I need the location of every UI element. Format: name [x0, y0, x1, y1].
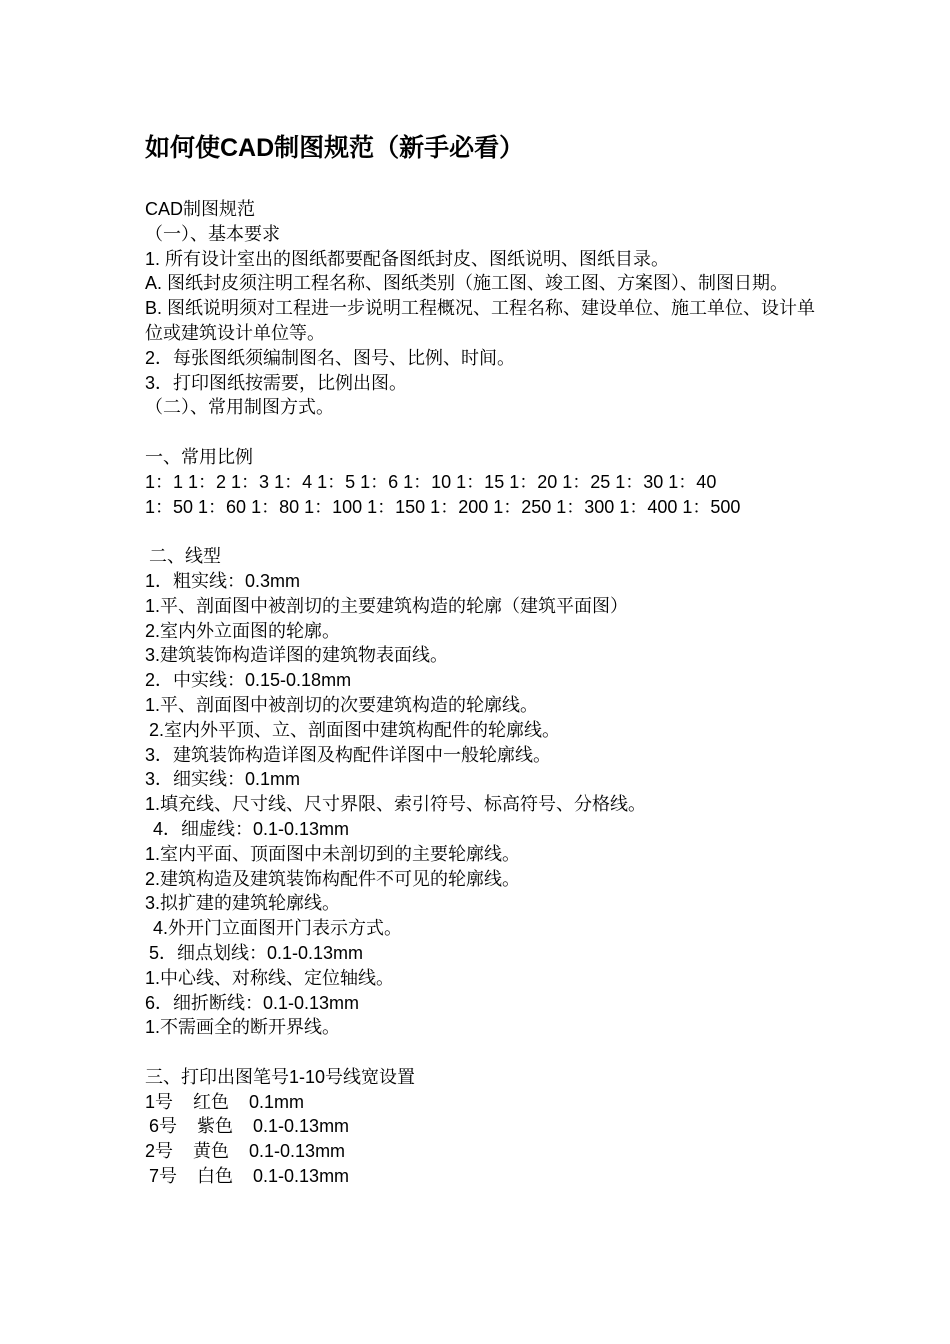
subsection-heading: （一）、基本要求 [145, 223, 280, 244]
pen-setting-line: 1号 红色 0.1mm [145, 1091, 305, 1112]
scale-list-line: 1：50 1：60 1：80 1：100 1：150 1：200 1：250 1：300 1：400 1：500 [145, 496, 741, 517]
section-heading: 一、常用比例 [145, 446, 253, 467]
section-heading: CAD制图规范 [145, 199, 256, 219]
list-item: 3.拟扩建的建筑轮廓线。 [145, 893, 341, 914]
subsection-heading: （二）、常用制图方式。 [145, 397, 334, 418]
list-item: 1.平、剖面图中被剖切的主要建筑构造的轮廓（建筑平面图） [145, 595, 629, 616]
paragraph-line: 1. 所有设计室出的图纸都要配备图纸封皮、图纸说明、图纸目录。 [145, 248, 670, 269]
list-item: 2.室内外平顶、立、剖面图中建筑构配件的轮廓线。 [149, 719, 561, 740]
paragraph-line: B. 图纸说明须对工程进一步说明工程概况、工程名称、建设单位、施工单位、设计单位或建筑设计单位等。 [145, 298, 816, 343]
scale-list-line: 1：1 1：2 1：3 1：4 1：5 1：6 1：10 1：15 1：20 1：25 1：30 1：40 [145, 471, 717, 492]
list-item: 1.不需画全的断开界线。 [145, 1017, 341, 1038]
blank-line [145, 1040, 825, 1065]
linetype-heading: 4．细虚线：0.1-0.13mm [153, 818, 350, 839]
linetype-heading: 6．细折断线：0.1-0.13mm [145, 992, 360, 1013]
document-body [145, 197, 825, 1189]
document-title: 如何使CAD制图规范（新手必看） [145, 134, 525, 162]
list-item: 2.建筑构造及建筑装饰构配件不可见的轮廓线。 [145, 868, 521, 889]
pen-setting-line: 7号 白色 0.1-0.13mm [149, 1166, 350, 1187]
list-item: 1.填充线、尺寸线、尺寸界限、索引符号、标高符号、分格线。 [145, 794, 647, 815]
list-item: 1.室内平面、顶面图中未剖切到的主要轮廓线。 [145, 843, 521, 864]
paragraph-line: 3．打印图纸按需要，比例出图。 [145, 372, 408, 393]
list-item: 4.外开门立面图开门表示方式。 [153, 918, 403, 939]
section-heading: 二、线型 [149, 546, 221, 567]
blank-line [145, 420, 825, 445]
list-item: 3.建筑装饰构造详图的建筑物表面线。 [145, 645, 449, 666]
list-item: 2.室内外立面图的轮廓。 [145, 620, 341, 641]
pen-setting-line: 2号 黄色 0.1-0.13mm [145, 1141, 346, 1162]
blank-line [145, 519, 825, 544]
linetype-heading: 3．细实线：0.1mm [145, 769, 301, 790]
linetype-heading: 1．粗实线：0.3mm [145, 570, 301, 591]
paragraph-line: A. 图纸封皮须注明工程名称、图纸类别（施工图、竣工图、方案图）、制图日期。 [145, 273, 789, 294]
linetype-heading: 2．中实线：0.15-0.18mm [145, 670, 352, 691]
list-item: 3．建筑装饰构造详图及构配件详图中一般轮廓线。 [145, 744, 552, 765]
list-item: 1.平、剖面图中被剖切的次要建筑构造的轮廓线。 [145, 694, 539, 715]
list-item: 1.中心线、对称线、定位轴线。 [145, 967, 395, 988]
pen-setting-line: 6号 紫色 0.1-0.13mm [149, 1116, 350, 1137]
paragraph-line: 2．每张图纸须编制图名、图号、比例、时间。 [145, 347, 516, 368]
linetype-heading: 5．细点划线：0.1-0.13mm [149, 942, 364, 963]
section-heading: 三、打印出图笔号1-10号线宽设置 [145, 1066, 416, 1087]
